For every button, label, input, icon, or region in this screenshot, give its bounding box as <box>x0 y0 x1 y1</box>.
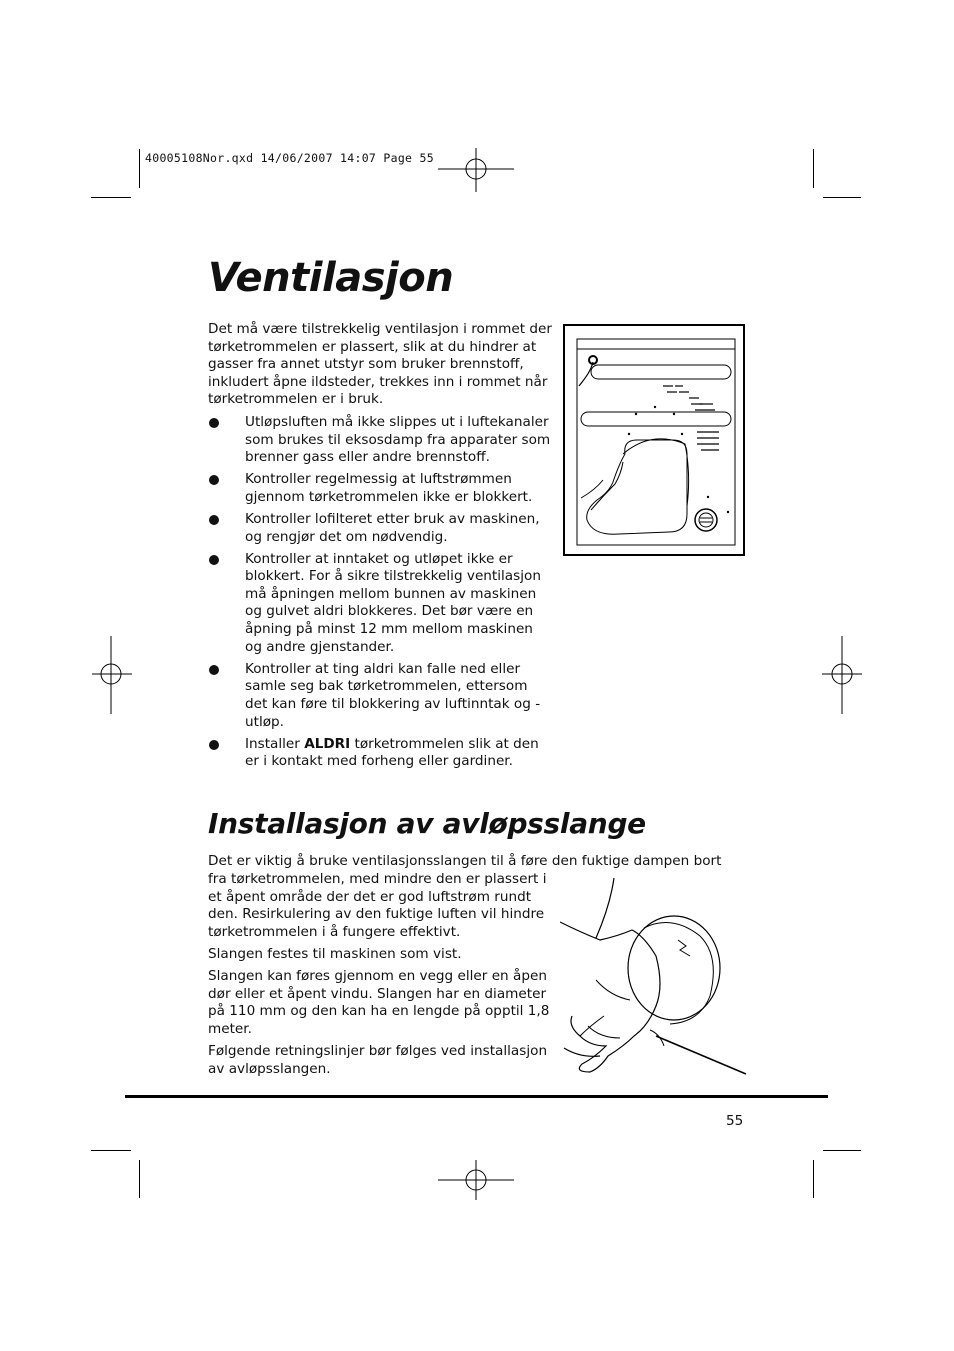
section-title-hose: Installasjon av avløpsslange <box>208 807 646 840</box>
bullet-icon <box>209 740 219 750</box>
registration-mark-left <box>92 636 132 714</box>
hose-paragraph-3: Slangen kan føres gjennom en vegg eller en åpen dør eller et åpent vindu. Slangen har en diameter på 110 mm og den kan ha en lengde på opptil 1,8 meter. <box>208 968 550 1037</box>
bullet-text-pre: Installer <box>245 735 305 752</box>
footer-rule <box>125 1095 828 1098</box>
registration-mark-bottom <box>436 1160 516 1200</box>
bullet-icon <box>209 555 219 565</box>
bullet-text-post: tørketrommelen slik at den er i kontakt med forheng eller gardiner. <box>245 735 539 770</box>
hose-paragraph-2: Slangen festes til maskinen som vist. <box>208 946 462 962</box>
registration-mark-top <box>436 148 516 192</box>
ventilation-bullet-list <box>208 414 553 775</box>
hose-attachment-illustration <box>560 876 748 1076</box>
hose-paragraph-4: Følgende retningslinjer bør følges ved installasjon av avløpsslangen. <box>208 1043 548 1077</box>
list-item <box>208 414 553 467</box>
page-title: Ventilasjon <box>208 255 454 301</box>
registration-mark-right <box>822 636 862 714</box>
bullet-text: Utløpsluften må ikke slippes ut i luftekanaler som brukes til eksosdamp fra apparater som brenner gass eller andre brennstoff. <box>245 414 551 466</box>
bullet-icon <box>209 665 219 675</box>
bullet-icon <box>209 475 219 485</box>
hose-paragraph-1: fra tørketrommelen, med mindre den er plassert i et åpent område der det er god luftstrøm rundt den. Resirkulering av den fuktige luften vil hindre tørketrommelen i å fungere effektivt. <box>208 871 547 940</box>
bullet-icon <box>209 418 219 428</box>
dryer-illustration <box>563 324 745 556</box>
bullet-text: Kontroller lofilteret etter bruk av maskinen, og rengjør det om nødvendig. <box>245 510 540 545</box>
bullet-text: Kontroller regelmessig at luftstrømmen gjennom tørketrommelen ikke er blokkert. <box>245 471 533 505</box>
bullet-text: Kontroller at ting aldri kan falle ned eller samle seg bak tørketrommelen, ettersom det kan føre til blokkering av luftinntak og -utløp. <box>245 660 541 730</box>
list-item <box>208 736 553 771</box>
list-item <box>208 471 553 506</box>
page-number: 55 <box>726 1113 744 1129</box>
bullet-icon <box>209 515 219 525</box>
intro-paragraph: Det må være tilstrekkelig ventilasjon i rommet der tørketrommelen er plassert, slik at du hindrer at gasser fra annet utstyr som bruker brennstoff, inkludert åpne ildsteder, trekkes inn i rommet når tørketrommelen er i bruk. <box>208 321 552 408</box>
list-item <box>208 511 553 546</box>
bullet-text-bold: ALDRI <box>304 735 351 752</box>
list-item <box>208 551 553 657</box>
hose-paragraph-line1: Det er viktig å bruke ventilasjonsslangen til å føre den fuktige dampen bort <box>208 853 722 869</box>
print-slug: 40005108Nor.qxd 14/06/2007 14:07 Page 55 <box>145 151 434 165</box>
list-item <box>208 661 553 731</box>
bullet-text: Kontroller at inntaket og utløpet ikke er blokkert. For å sikre tilstrekkelig ventilasjon må åpningen mellom bunnen av maskinen og gulvet aldri blokkeres. Det bør være en åpning på minst 12 mm mellom maskinen og andre gjenstander. <box>245 550 541 655</box>
